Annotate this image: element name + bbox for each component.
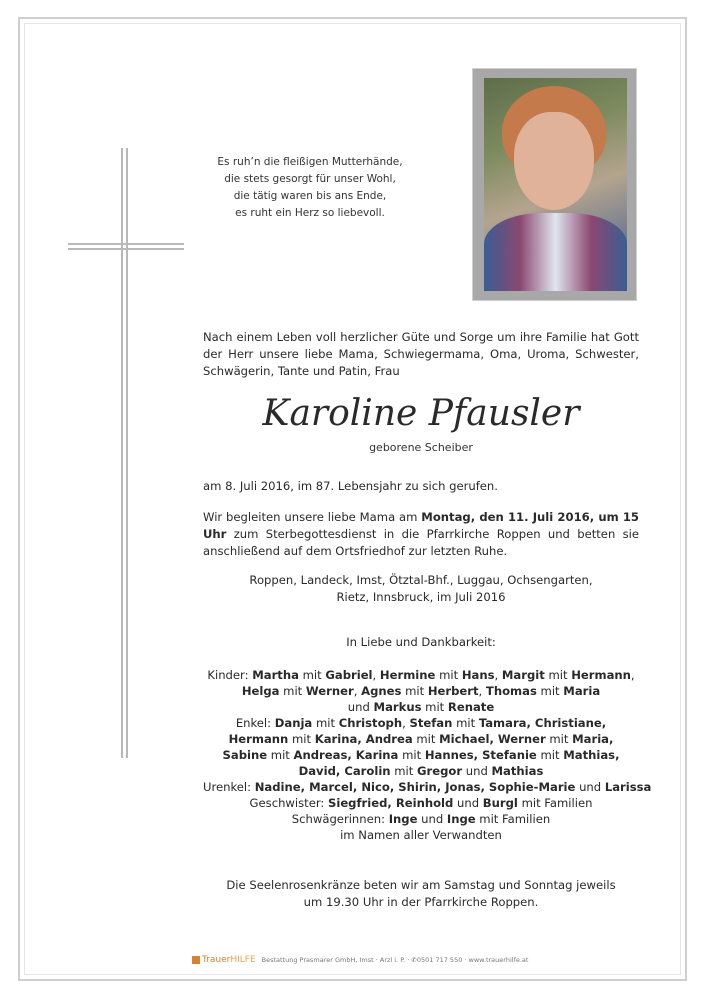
family-line: Sabine mit Andreas, Karina mit Hannes, Stefanie mit Mathias, — [222, 748, 620, 762]
intro-text: Nach einem Leben voll herzlicher Güte und Sorge um ihre Familie hat Gott der Herr unsere liebe Mama, Schwiegermama, Oma, Uroma, Schwester, Schwägerin, Tante und Patin, Frau — [203, 330, 639, 378]
places-line: Rietz, Innsbruck, im Juli 2016 — [336, 590, 506, 604]
gratitude: In Liebe und Dankbarkeit: — [346, 635, 496, 649]
family-line: Urenkel: Nadine, Marcel, Nico, Shirin, Jonas, Sophie-Marie und Larissa — [203, 780, 652, 794]
poem-line: die stets gesorgt für unser Wohl, — [224, 173, 396, 185]
family-line: und Markus mit Renate — [347, 700, 495, 714]
portrait-photo — [484, 78, 627, 291]
cross-horizontal-bar — [68, 243, 184, 250]
places-line: Roppen, Landeck, Imst, Ötztal-Bhf., Luggau, Ochsengarten, — [249, 573, 593, 587]
funeral-text: Wir begleiten unsere liebe Mama am Montag, den 11. Juli 2016, um 15 Uhr zum Sterbegottesdienst in die Pfarrkirche Roppen und betten sie anschließend auf dem Ortsfriedhof zur letzten Ruhe. — [203, 510, 639, 558]
cross-center — [123, 245, 126, 248]
rosary-line: Die Seelenrosenkränze beten wir am Samstag und Sonntag jeweils — [226, 878, 616, 892]
poem-line: es ruht ein Herz so liebevoll. — [235, 207, 385, 219]
places — [203, 572, 639, 606]
footer-text: Bestattung Prasmarer GmbH, Imst · Arzl i. P. · ✆0501 717 550 · www.trauerhilfe.at — [261, 956, 529, 964]
family-line: Hermann mit Karina, Andrea mit Michael, Werner mit Maria, — [228, 732, 614, 746]
funeral-date: Montag, den 11. Juli 2016, um 15 Uhr — [203, 510, 639, 541]
poem — [205, 154, 415, 222]
death-line: am 8. Juli 2016, im 87. Lebensjahr zu sich gerufen. — [203, 479, 498, 493]
cross-vertical-bar — [121, 148, 128, 758]
family-line: Enkel: Danja mit Christoph, Stefan mit Tamara, Christiane, — [235, 716, 607, 730]
family-line: Helga mit Werner, Agnes mit Herbert, Thomas mit Maria — [241, 684, 601, 698]
family-line: Geschwister: Siegfried, Reinhold und Burgl mit Familien — [249, 796, 593, 810]
deceased-name: Karoline Pfausler — [262, 393, 580, 434]
family-line: Schwägerinnen: Inge und Inge mit Familien — [291, 812, 551, 826]
footer-brand: TrauerHILFE — [202, 955, 256, 965]
rosary-line: um 19.30 Uhr in der Pfarrkirche Roppen. — [303, 895, 539, 909]
family-line: David, Carolin mit Gregor und Mathias — [298, 764, 544, 778]
family-line: Kinder: Martha mit Gabriel, Hermine mit Hans, Margit mit Hermann, — [207, 668, 635, 682]
poem-line: die tätig waren bis ans Ende, — [233, 190, 387, 202]
footer — [192, 953, 532, 967]
rosary-text — [203, 877, 639, 911]
poem-line: Es ruh’n die fleißigen Mutterhände, — [217, 156, 403, 168]
trauerhilfe-logo-icon — [192, 956, 200, 964]
family-list — [203, 667, 652, 843]
maiden-name: geborene Scheiber — [369, 441, 473, 454]
family-line: im Namen aller Verwandten — [340, 828, 502, 842]
